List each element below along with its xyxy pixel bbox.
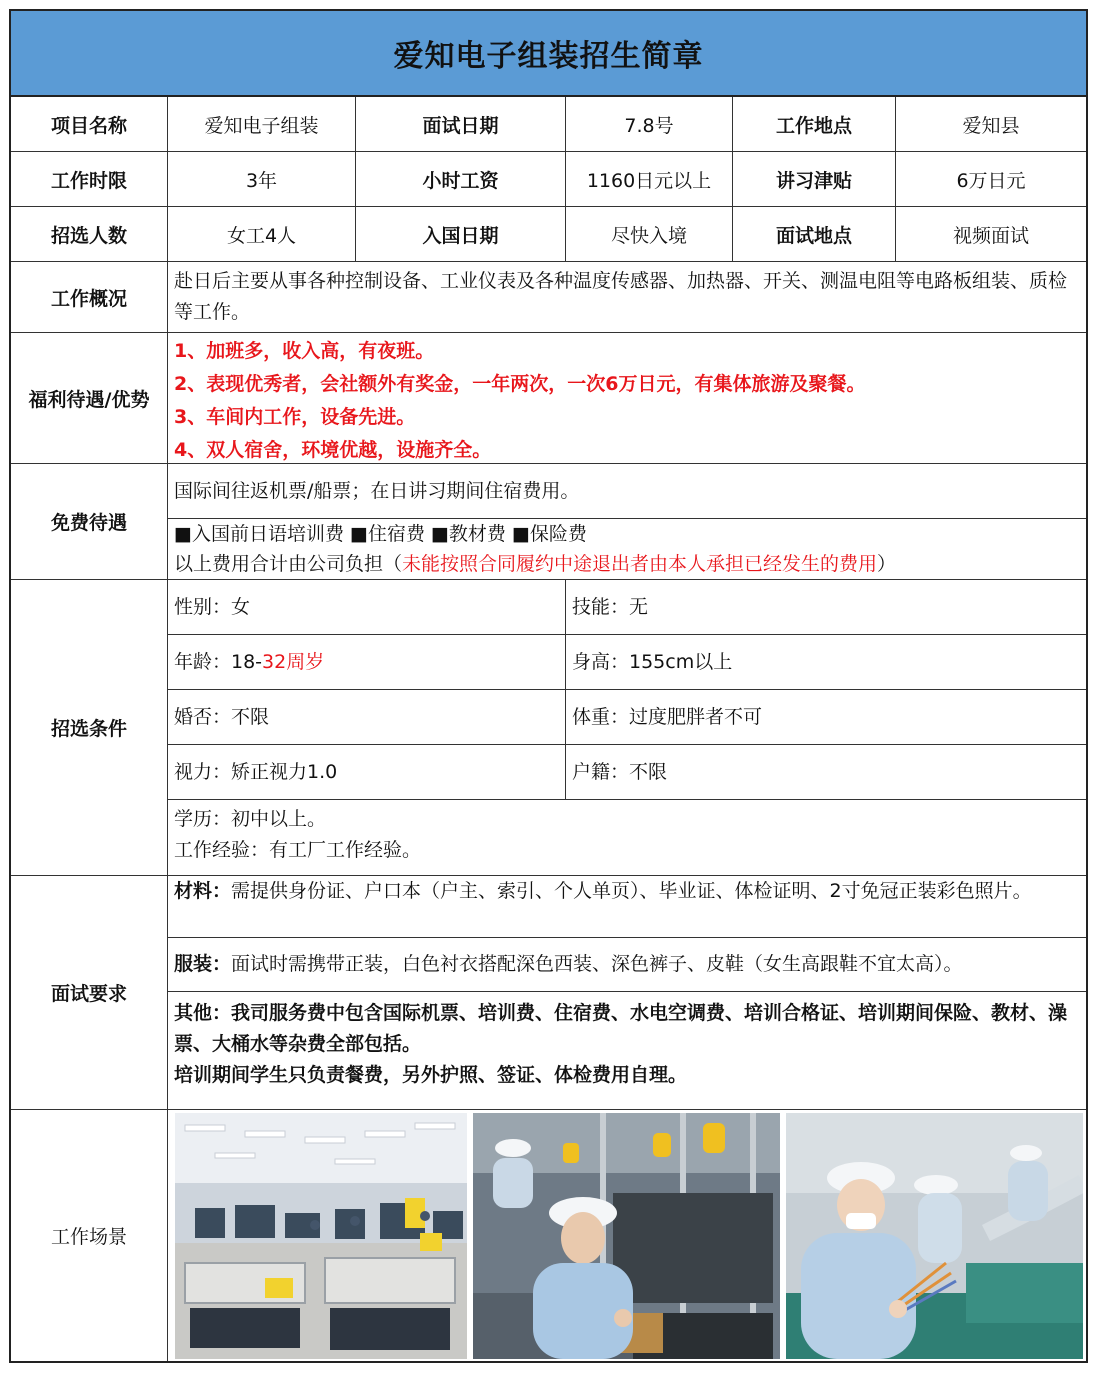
interview-materials-cell	[168, 876, 1086, 938]
factory-hall-photo	[175, 1113, 467, 1359]
interview-place-label: 面试地点	[733, 207, 896, 262]
cond-height: 身高：155cm以上	[566, 635, 1086, 690]
cond-weight: 体重：过度肥胖者不可	[566, 690, 1086, 745]
project-value: 爱知电子组装	[168, 97, 356, 152]
cond-experience: 工作经验：有工厂工作经验。	[174, 839, 422, 861]
benefit-item: 1、加班多，收入高，有夜班。	[174, 340, 435, 362]
cond-education: 学历：初中以上。	[174, 808, 327, 830]
assembly-worker-photo	[473, 1113, 780, 1359]
scene-label: 工作场景	[11, 1110, 168, 1361]
overview-text: 赴日后主要从事各种控制设备、工业仪表及各种温度传感器、加热器、开关、测温电阻等电路板组装、质检等工作。	[174, 270, 1068, 323]
interview-other-cell	[168, 992, 1086, 1110]
materials-text: 需提供身份证、户口本（户主、索引、个人单页）、毕业证、体检证明、2寸免冠正装彩色照片。	[231, 880, 1032, 902]
benefit-item: 2、表现优秀者，会社额外有奖金，一年两次，一次6万日元，有集体旅游及聚餐。	[174, 373, 866, 395]
free-line-3	[174, 549, 896, 579]
interview-date-value: 7.8号	[566, 97, 733, 152]
scene-photos	[168, 1110, 1086, 1361]
cond-hukou: 户籍：不限	[566, 745, 1086, 800]
entry-label: 入国日期	[356, 207, 566, 262]
materials-label: 材料：	[174, 880, 232, 902]
other-text: 我司服务费中包含国际机票、培训费、住宿费、水电空调费、培训合格证、培训期间保险、教材、澡票、大桶水等杂费全部包括。	[174, 1002, 1068, 1055]
cond-skill: 技能：无	[566, 580, 1086, 635]
cond-gender: 性别：女	[168, 580, 566, 635]
free-line-3-a: 以上费用合计由公司负担（	[174, 553, 403, 575]
free-label: 免费待遇	[11, 464, 168, 580]
interview-materials	[168, 876, 1038, 906]
wage-value: 1160日元以上	[566, 152, 733, 207]
overview-cell	[168, 262, 1086, 333]
conditions-label: 招选条件	[11, 580, 168, 876]
interview-place-value: 视频面试	[896, 207, 1086, 262]
cond-marriage: 婚否：不限	[168, 690, 566, 745]
free-cell-1	[168, 464, 1086, 519]
wiring-workers-photo	[786, 1113, 1083, 1359]
headcount-label: 招选人数	[11, 207, 168, 262]
wage-label: 小时工资	[356, 152, 566, 207]
work-place-label: 工作地点	[733, 97, 896, 152]
cond-age	[168, 635, 566, 690]
title-bar	[11, 11, 1086, 97]
free-line-2: ■入国前日语培训费 ■住宿费 ■教材费 ■保险费	[174, 523, 587, 545]
benefits-cell	[168, 333, 1086, 464]
interview-date-label: 面试日期	[356, 97, 566, 152]
interview-dress	[174, 948, 963, 981]
allowance-label: 讲习津贴	[733, 152, 896, 207]
benefits-label: 福利待遇/优势	[11, 333, 168, 464]
headcount-value: 女工4人	[168, 207, 356, 262]
entry-value: 尽快入境	[566, 207, 733, 262]
cond-age-a: 年龄：18-	[174, 650, 263, 673]
interview-other-2: 培训期间学生只负责餐费，另外护照、签证、体检费用自理。	[174, 1064, 688, 1086]
dress-label: 服装：	[174, 953, 232, 975]
cond-education-cell	[168, 800, 1086, 876]
work-place-value: 爱知县	[896, 97, 1086, 152]
interview-other	[174, 998, 1080, 1060]
page-title: 爱知电子组装招生简章	[393, 39, 704, 74]
cond-age-red: 32周岁	[262, 650, 325, 673]
project-label: 项目名称	[11, 97, 168, 152]
free-line-3-red: 未能按照合同履约中途退出者由本人承担已经发生的费用	[402, 553, 878, 575]
recruitment-sheet	[9, 9, 1088, 1363]
benefit-item: 4、双人宿舍，环境优越，设施齐全。	[174, 439, 492, 461]
term-value: 3年	[168, 152, 356, 207]
allowance-value: 6万日元	[896, 152, 1086, 207]
interview-dress-cell	[168, 938, 1086, 992]
free-line-3-b: ）	[877, 553, 897, 575]
other-label: 其他：	[174, 1002, 232, 1024]
term-label: 工作时限	[11, 152, 168, 207]
interview-label: 面试要求	[11, 876, 168, 1110]
free-line-1: 国际间往返机票/船票；在日讲习期间住宿费用。	[174, 479, 580, 502]
benefit-item: 3、车间内工作，设备先进。	[174, 406, 416, 428]
cond-vision: 视力：矫正视力1.0	[168, 745, 566, 800]
overview-label: 工作概况	[11, 262, 168, 333]
free-cell-2	[168, 519, 1086, 580]
dress-text: 面试时需携带正装，白色衬衣搭配深色西装、深色裤子、皮鞋（女生高跟鞋不宜太高）。	[231, 953, 963, 975]
